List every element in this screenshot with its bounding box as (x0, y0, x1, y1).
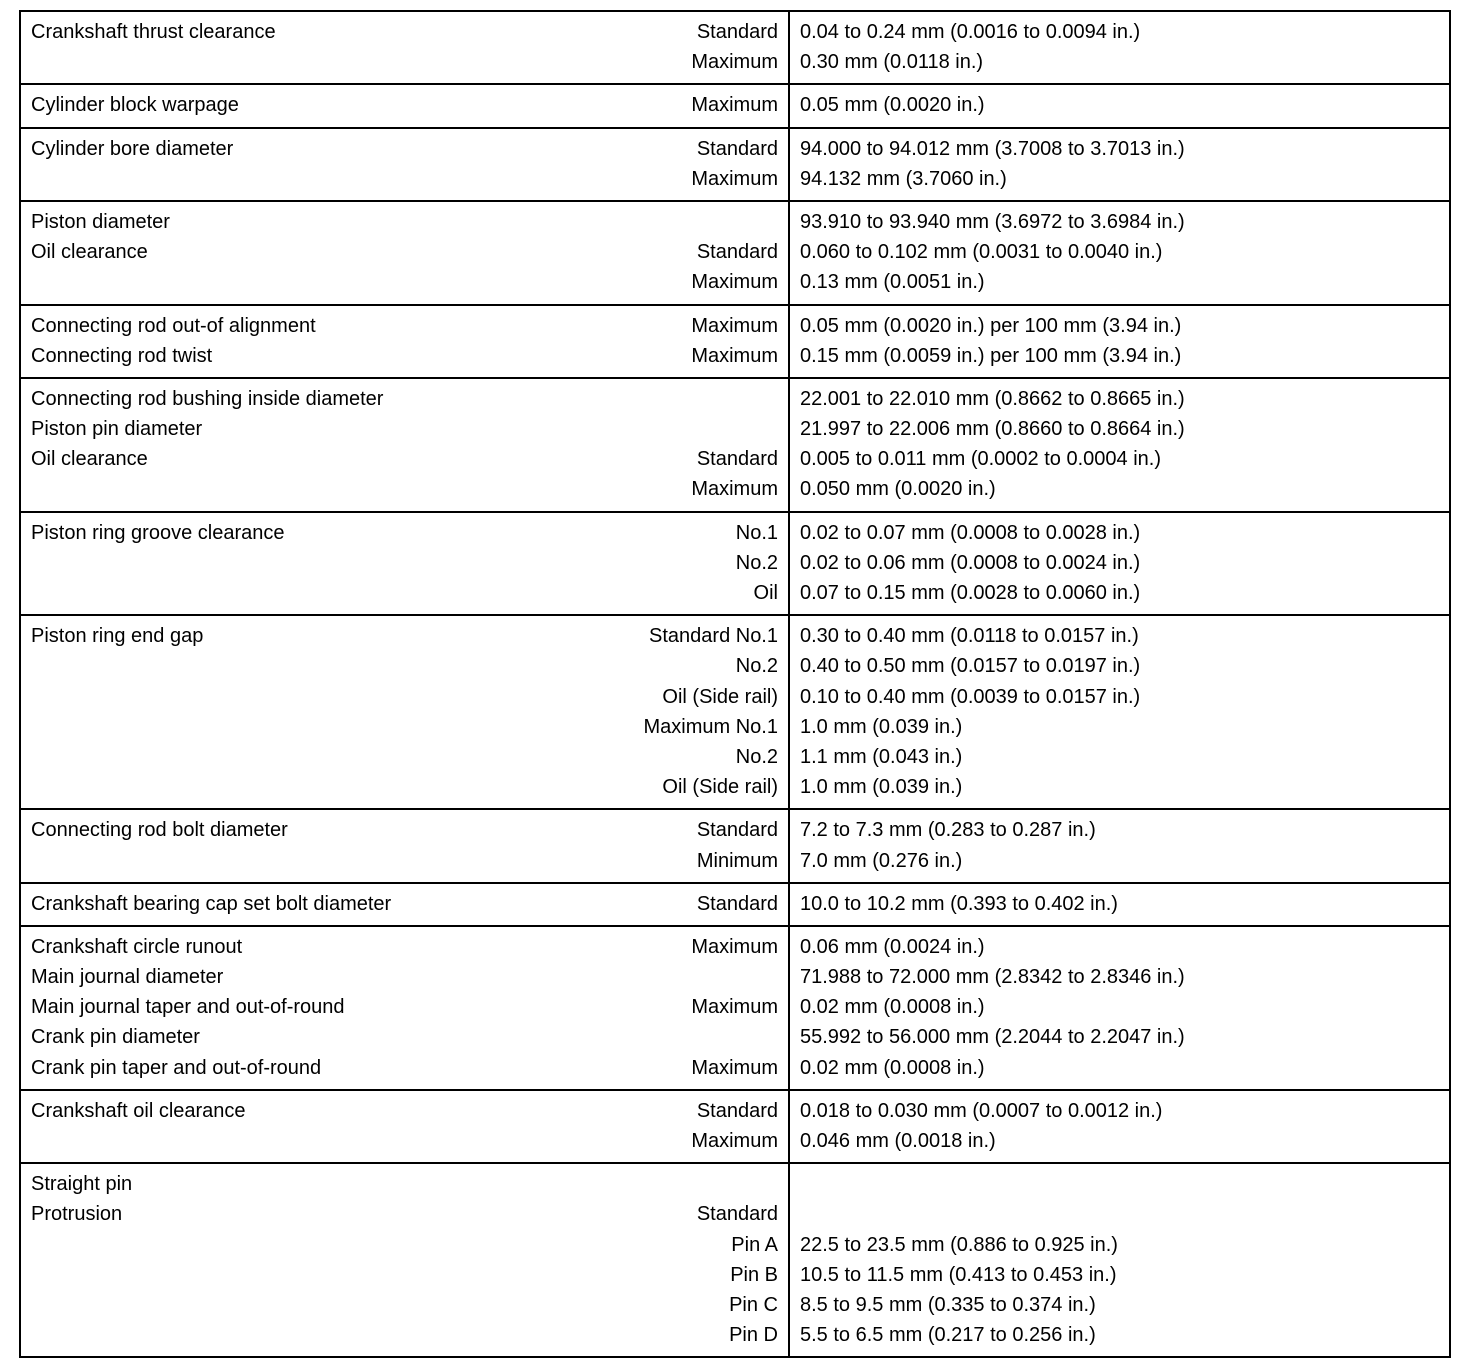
spec-label-line (31, 1126, 778, 1156)
spec-qualifier: Maximum No.1 (643, 715, 778, 738)
spec-label-line (31, 621, 778, 651)
spec-label-line (31, 682, 778, 712)
spec-value: 93.910 to 93.940 mm (3.6972 to 3.6984 in.) (800, 210, 1185, 233)
spec-value-cell (790, 1169, 1449, 1350)
spec-label-line (31, 1290, 778, 1320)
spec-label-line (31, 47, 778, 77)
spec-value-line (800, 267, 1449, 297)
spec-qualifier: Standard (696, 1099, 778, 1122)
spec-item-label: Crank pin taper and out-of-round (31, 1056, 322, 1079)
spec-group (21, 83, 1449, 126)
spec-item-label: Connecting rod bolt diameter (31, 819, 288, 842)
spec-item-label: Straight pin (31, 1173, 133, 1196)
spec-label-line (31, 1230, 778, 1260)
spec-label-line (31, 889, 778, 919)
spec-item-label: Crankshaft circle runout (31, 935, 243, 958)
spec-qualifier: Maximum (691, 1056, 778, 1079)
spec-qualifier: Maximum (691, 94, 778, 117)
spec-value-cell (790, 621, 1449, 802)
spec-value-line (800, 1230, 1449, 1260)
spec-group (21, 808, 1449, 881)
spec-value-line (800, 815, 1449, 845)
spec-value-line (800, 311, 1449, 341)
spec-value-line (800, 237, 1449, 267)
spec-qualifier: Standard (696, 448, 778, 471)
spec-value: 0.40 to 0.50 mm (0.0157 to 0.0197 in.) (800, 655, 1141, 678)
spec-label-cell (21, 616, 790, 808)
spec-value-line (800, 1260, 1449, 1290)
spec-qualifier: Standard (696, 241, 778, 264)
spec-qualifier: Oil (Side rail) (662, 685, 778, 708)
spec-label-line (31, 474, 778, 504)
spec-value-line (800, 384, 1449, 414)
spec-value: 0.30 mm (0.0118 in.) (800, 51, 984, 74)
spec-value: 0.05 mm (0.0020 in.) per 100 mm (3.94 in.) (800, 314, 1182, 337)
spec-qualifier: Standard (696, 1203, 778, 1226)
spec-qualifier: Oil (Side rail) (662, 776, 778, 799)
spec-value: 55.992 to 56.000 mm (2.2044 to 2.2047 in.) (800, 1026, 1185, 1049)
spec-value: 22.001 to 22.010 mm (0.8662 to 0.8665 in.) (800, 387, 1185, 410)
spec-value: 1.0 mm (0.039 in.) (800, 776, 963, 799)
spec-label-line (31, 414, 778, 444)
spec-label-line (31, 932, 778, 962)
spec-label-line (31, 651, 778, 681)
spec-value-line (800, 90, 1449, 120)
spec-qualifier: No.2 (735, 551, 778, 574)
spec-group (21, 200, 1449, 304)
spec-value: 0.30 to 0.40 mm (0.0118 to 0.0157 in.) (800, 625, 1139, 648)
spec-label-line (31, 1053, 778, 1083)
spec-item-label: Connecting rod out-of alignment (31, 314, 316, 337)
spec-label-cell (21, 306, 790, 377)
spec-value-line (800, 134, 1449, 164)
spec-item-label: Crank pin diameter (31, 1026, 200, 1049)
spec-value-line (800, 889, 1449, 919)
spec-qualifier: Pin C (729, 1293, 778, 1316)
spec-value-cell (790, 134, 1449, 194)
spec-value: 94.000 to 94.012 mm (3.7008 to 3.7013 in.) (800, 137, 1185, 160)
spec-label-line (31, 962, 778, 992)
spec-item-label: Oil clearance (31, 448, 148, 471)
spec-value-line (800, 341, 1449, 371)
spec-qualifier: Maximum (691, 996, 778, 1019)
spec-value-line (800, 621, 1449, 651)
spec-label-line (31, 90, 778, 120)
spec-qualifier: No.2 (735, 745, 778, 768)
spec-label-line (31, 518, 778, 548)
spec-item-label: Main journal taper and out-of-round (31, 996, 345, 1019)
spec-item-label: Oil clearance (31, 241, 148, 264)
spec-value: 1.0 mm (0.039 in.) (800, 715, 963, 738)
spec-label-cell (21, 884, 790, 925)
spec-label-line (31, 846, 778, 876)
spec-label-line (31, 164, 778, 194)
spec-value-line (800, 17, 1449, 47)
spec-value-line (800, 992, 1449, 1022)
spec-label-cell (21, 85, 790, 126)
spec-value-line (800, 712, 1449, 742)
spec-value: 0.10 to 0.40 mm (0.0039 to 0.0157 in.) (800, 685, 1141, 708)
spec-label-line (31, 267, 778, 297)
spec-value-line (800, 1053, 1449, 1083)
spec-value: 94.132 mm (3.7060 in.) (800, 167, 1007, 190)
spec-label-line (31, 815, 778, 845)
spec-qualifier: Standard (696, 137, 778, 160)
spec-value: 0.02 to 0.07 mm (0.0008 to 0.0028 in.) (800, 521, 1141, 544)
spec-label-line (31, 134, 778, 164)
spec-qualifier: Pin B (730, 1263, 778, 1286)
spec-value-cell (790, 17, 1449, 77)
spec-item-label: Main journal diameter (31, 966, 224, 989)
spec-value: 1.1 mm (0.043 in.) (800, 745, 963, 768)
spec-label-cell (21, 1091, 790, 1162)
spec-item-label: Protrusion (31, 1203, 123, 1226)
spec-label-cell (21, 379, 790, 511)
spec-item-label: Connecting rod twist (31, 344, 213, 367)
spec-group (21, 304, 1449, 377)
spec-label-line (31, 1320, 778, 1350)
spec-qualifier: Maximum (691, 167, 778, 190)
spec-value-cell (790, 207, 1449, 298)
spec-label-line (31, 712, 778, 742)
spec-value: 0.06 mm (0.0024 in.) (800, 935, 985, 958)
spec-label-cell (21, 513, 790, 615)
spec-label-line (31, 311, 778, 341)
spec-qualifier: Oil (753, 582, 778, 604)
spec-value-line (800, 164, 1449, 194)
spec-value-line (800, 651, 1449, 681)
spec-qualifier: Pin A (731, 1233, 778, 1256)
spec-label-line (31, 1169, 778, 1199)
spec-value-line (800, 846, 1449, 876)
spec-value-line (800, 47, 1449, 77)
spec-label-line (31, 1199, 778, 1229)
spec-label-line (31, 384, 778, 414)
spec-group (21, 882, 1449, 925)
spec-label-cell (21, 1164, 790, 1356)
spec-value: 0.050 mm (0.0020 in.) (800, 478, 996, 501)
spec-qualifier: Pin D (729, 1324, 778, 1347)
spec-item-label: Crankshaft thrust clearance (31, 21, 276, 43)
spec-value-line (800, 518, 1449, 548)
spec-value-cell (790, 932, 1449, 1083)
spec-qualifier: Minimum (696, 849, 778, 872)
spec-value: 0.02 mm (0.0008 in.) (800, 996, 985, 1019)
spec-value-line (800, 1199, 1449, 1229)
spec-group (21, 127, 1449, 200)
spec-value: 0.04 to 0.24 mm (0.0016 to 0.0094 in.) (800, 21, 1141, 43)
spec-qualifier: Maximum (691, 935, 778, 958)
spec-value-cell (790, 384, 1449, 505)
spec-value: 0.005 to 0.011 mm (0.0002 to 0.0004 in.) (800, 448, 1161, 471)
spec-value-cell (790, 889, 1449, 919)
spec-label-cell (21, 202, 790, 304)
spec-group (21, 614, 1449, 808)
spec-qualifier: Maximum (691, 344, 778, 367)
spec-value-line (800, 1022, 1449, 1052)
spec-value-line (800, 742, 1449, 772)
spec-label-line (31, 207, 778, 237)
spec-label-line (31, 1022, 778, 1052)
spec-value: 0.018 to 0.030 mm (0.0007 to 0.0012 in.) (800, 1099, 1163, 1122)
spec-item-label: Crankshaft bearing cap set bolt diameter (31, 892, 392, 915)
spec-group (21, 511, 1449, 615)
spec-value: 5.5 to 6.5 mm (0.217 to 0.256 in.) (800, 1324, 1096, 1347)
spec-label-line (31, 1096, 778, 1126)
spec-group (21, 1162, 1449, 1356)
spec-value: 71.988 to 72.000 mm (2.8342 to 2.8346 in.) (800, 966, 1185, 989)
spec-value-cell (790, 815, 1449, 875)
spec-qualifier: Standard No.1 (649, 625, 778, 648)
spec-value-line (800, 207, 1449, 237)
spec-value-line (800, 578, 1449, 608)
spec-table (19, 10, 1451, 1358)
spec-qualifier: Maximum (691, 1130, 778, 1152)
spec-label-cell (21, 129, 790, 200)
spec-value-cell (790, 311, 1449, 371)
spec-item-label: Piston pin diameter (31, 418, 203, 441)
spec-value: 10.5 to 11.5 mm (0.413 to 0.453 in.) (800, 1263, 1117, 1286)
spec-value-line (800, 962, 1449, 992)
spec-item-label: Piston ring end gap (31, 625, 204, 648)
spec-qualifier: Maximum (691, 271, 778, 294)
spec-label-line (31, 444, 778, 474)
spec-value: 8.5 to 9.5 mm (0.335 to 0.374 in.) (800, 1293, 1096, 1316)
spec-value-line (800, 1169, 1449, 1199)
spec-item-label: Cylinder bore diameter (31, 137, 234, 160)
spec-qualifier: Standard (696, 21, 778, 43)
spec-value: 21.997 to 22.006 mm (0.8660 to 0.8664 in.) (800, 418, 1185, 441)
spec-value-line (800, 932, 1449, 962)
spec-value-line (800, 444, 1449, 474)
spec-value: 22.5 to 23.5 mm (0.886 to 0.925 in.) (800, 1233, 1118, 1256)
spec-qualifier: Standard (696, 819, 778, 842)
spec-qualifier: Maximum (691, 51, 778, 74)
spec-group (21, 925, 1449, 1089)
spec-group (21, 377, 1449, 511)
spec-qualifier: No.2 (735, 655, 778, 678)
spec-value-line (800, 772, 1449, 802)
spec-label-line (31, 341, 778, 371)
spec-label-line (31, 237, 778, 267)
spec-label-cell (21, 12, 790, 83)
spec-qualifier: No.1 (735, 521, 778, 544)
spec-qualifier: Maximum (691, 314, 778, 337)
spec-qualifier: Standard (696, 892, 778, 915)
spec-value-line (800, 414, 1449, 444)
spec-label-line (31, 17, 778, 47)
spec-group (21, 1089, 1449, 1162)
spec-value: 0.02 mm (0.0008 in.) (800, 1056, 985, 1079)
spec-item-label: Connecting rod bushing inside diameter (31, 387, 384, 410)
spec-value-line (800, 1096, 1449, 1126)
spec-value: 7.2 to 7.3 mm (0.283 to 0.287 in.) (800, 819, 1096, 842)
spec-value-line (800, 682, 1449, 712)
spec-item-label: Piston ring groove clearance (31, 521, 285, 544)
spec-value: 0.05 mm (0.0020 in.) (800, 94, 985, 117)
spec-label-cell (21, 927, 790, 1089)
spec-item-label: Cylinder block warpage (31, 94, 239, 117)
spec-value-line (800, 1320, 1449, 1350)
spec-value-line (800, 1126, 1449, 1156)
spec-value-line (800, 474, 1449, 504)
spec-value: 0.07 to 0.15 mm (0.0028 to 0.0060 in.) (800, 582, 1141, 604)
spec-item-label: Crankshaft oil clearance (31, 1099, 246, 1122)
spec-label-line (31, 992, 778, 1022)
spec-label-cell (21, 810, 790, 881)
spec-value: 0.060 to 0.102 mm (0.0031 to 0.0040 in.) (800, 241, 1163, 264)
spec-value-cell (790, 1096, 1449, 1156)
spec-value-line (800, 548, 1449, 578)
spec-value: 0.02 to 0.06 mm (0.0008 to 0.0024 in.) (800, 551, 1141, 574)
spec-label-line (31, 772, 778, 802)
spec-value: 10.0 to 10.2 mm (0.393 to 0.402 in.) (800, 892, 1118, 915)
spec-value-cell (790, 518, 1449, 609)
spec-label-line (31, 578, 778, 608)
spec-value-cell (790, 90, 1449, 120)
spec-value: 0.046 mm (0.0018 in.) (800, 1130, 996, 1152)
spec-qualifier: Maximum (691, 478, 778, 501)
spec-value: 0.15 mm (0.0059 in.) per 100 mm (3.94 in.) (800, 344, 1182, 367)
spec-label-line (31, 1260, 778, 1290)
spec-group (21, 12, 1449, 83)
spec-item-label: Piston diameter (31, 210, 170, 233)
spec-value: 7.0 mm (0.276 in.) (800, 849, 963, 872)
spec-label-line (31, 548, 778, 578)
spec-value: 0.13 mm (0.0051 in.) (800, 271, 985, 294)
spec-label-line (31, 742, 778, 772)
spec-value-line (800, 1290, 1449, 1320)
